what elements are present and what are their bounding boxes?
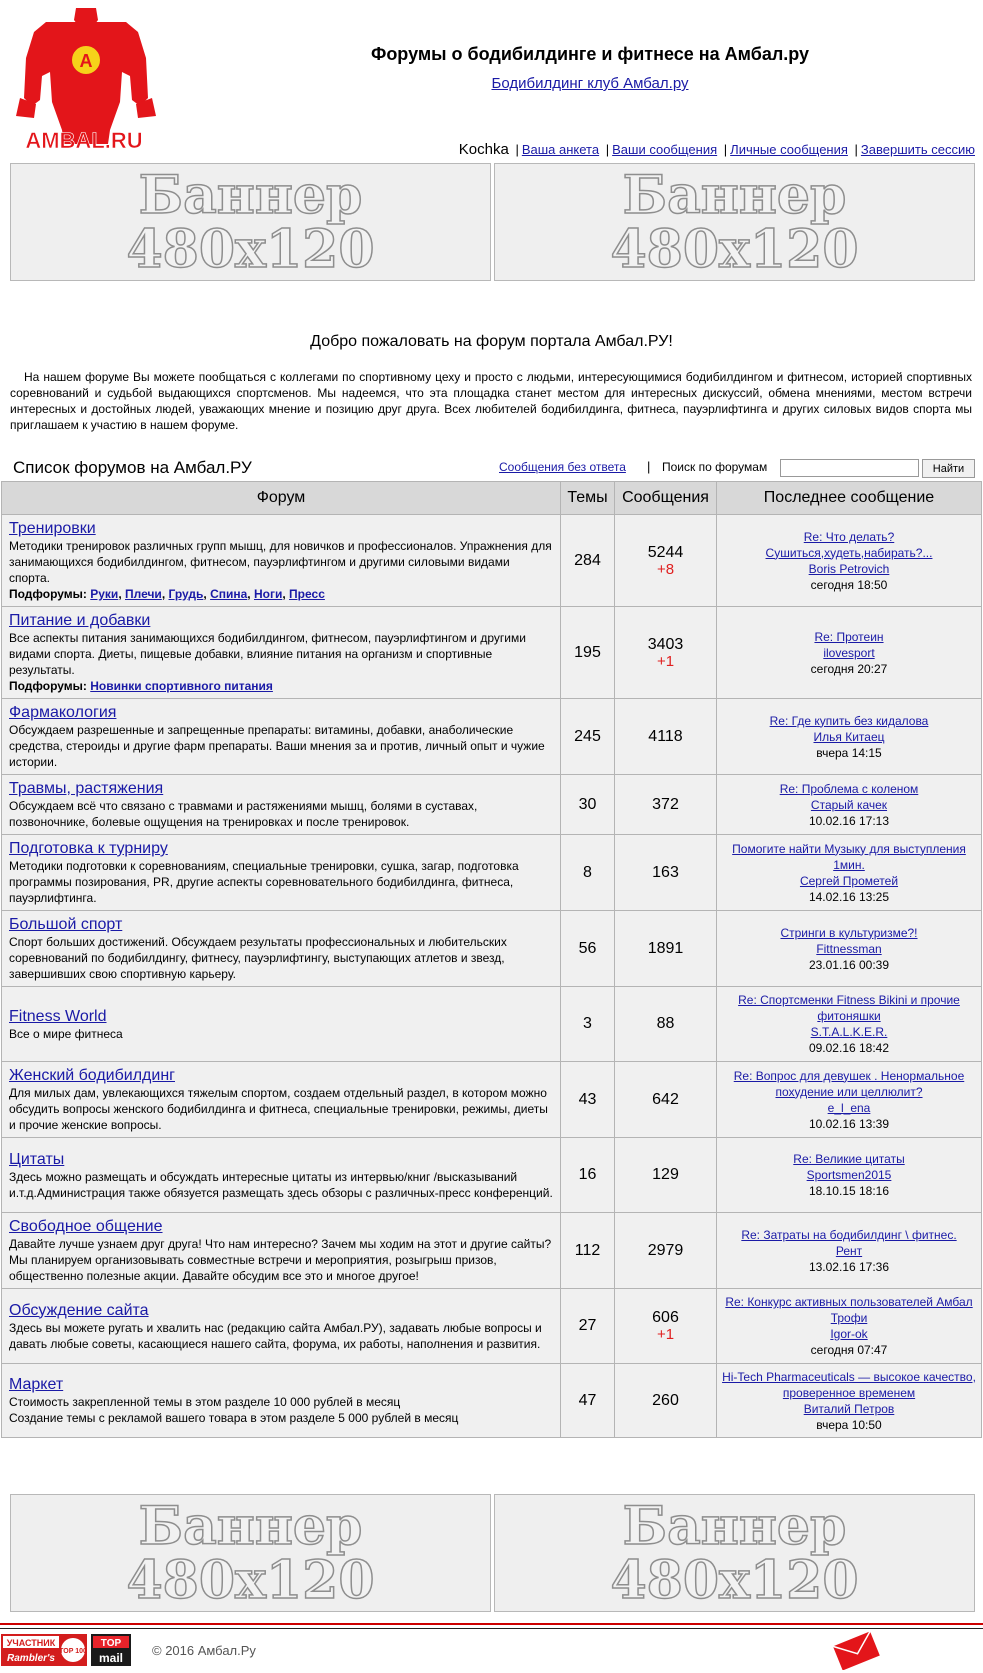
topics-count: 245 bbox=[561, 699, 615, 775]
posts-count: 163 bbox=[652, 863, 679, 881]
topmail-badge[interactable] bbox=[91, 1634, 131, 1666]
last-post-author[interactable]: Виталий Петров bbox=[803, 1401, 895, 1416]
forum-info-cell bbox=[2, 911, 561, 987]
unanswered-posts-link[interactable]: Сообщения без ответа bbox=[499, 460, 626, 474]
forum-search-input[interactable] bbox=[780, 459, 919, 477]
forum-link[interactable]: Обсуждение сайта bbox=[9, 1301, 149, 1319]
club-link[interactable]: Бодибилдинг клуб Амбал.ру bbox=[491, 75, 689, 92]
topics-count: 8 bbox=[561, 835, 615, 911]
posts-cell bbox=[615, 607, 717, 699]
forum-description: Обсуждаем разрешенные и запрещенные препараты: витамины, добавки, анаболические средства, стероиды и другие фарм препараты. Ваши мнения за и против, личный опыт и чужие истории. bbox=[9, 723, 545, 769]
nav-separator: | bbox=[605, 142, 610, 157]
forum-row bbox=[2, 1213, 982, 1289]
forum-info-cell bbox=[2, 1138, 561, 1213]
last-post-author[interactable]: Сергей Прометей bbox=[799, 873, 899, 888]
last-post-author[interactable]: Sportsmen2015 bbox=[806, 1168, 892, 1182]
welcome-title: Добро пожаловать на форум портала Амбал.РУ! bbox=[310, 333, 673, 350]
topics-count: 16 bbox=[561, 1138, 615, 1213]
last-post-author[interactable]: S.T.A.L.K.E.R. bbox=[810, 1025, 888, 1039]
posts-cell bbox=[615, 775, 717, 835]
last-post-link[interactable]: Re: Конкурс активных пользователей Амбал Трофи bbox=[725, 1295, 973, 1325]
last-post-cell bbox=[717, 835, 982, 911]
last-post-time: сегодня 18:50 bbox=[810, 577, 888, 592]
last-post-cell bbox=[717, 987, 982, 1062]
posts-count: 88 bbox=[656, 1015, 675, 1032]
topmail-bottom-label: mail bbox=[98, 1651, 124, 1665]
posts-cell bbox=[615, 911, 717, 987]
banner-text: Баннер bbox=[622, 1496, 847, 1557]
topics-count: 112 bbox=[561, 1213, 615, 1289]
column-header-topics: Темы bbox=[561, 482, 615, 515]
posts-cell bbox=[615, 835, 717, 911]
forum-description: Здесь вы можете ругать и хвалить нас (редакцию сайта Амбал.РУ), задавать любые вопросы и давать любые советы, касающиеся нашего сайта, форума, их работы, наполнения и развития. bbox=[9, 1320, 542, 1351]
banner-size: 480x120 bbox=[610, 1550, 859, 1611]
rambler-name: Rambler's bbox=[7, 1653, 55, 1664]
last-post-link[interactable]: Hi-Tech Pharmaceuticals — высокое качество, проверенное временем bbox=[722, 1369, 976, 1400]
forum-link[interactable]: Тренировки bbox=[9, 520, 96, 537]
last-post-link[interactable]: Re: Проблема с коленом bbox=[779, 781, 919, 796]
subforum-link[interactable]: Пресс bbox=[289, 587, 325, 601]
posts-count: 260 bbox=[652, 1391, 679, 1409]
forum-table bbox=[1, 481, 982, 1438]
forum-link[interactable]: Цитаты bbox=[9, 1150, 65, 1168]
last-post-time: вчера 10:50 bbox=[816, 1417, 882, 1432]
last-post-cell bbox=[717, 1062, 982, 1138]
last-post-time: 10.02.16 13:39 bbox=[808, 1116, 890, 1131]
forum-description: Методики тренировок различных групп мышц, для новичков и профессионалов. Упражнения для занимающихся бодибилдингом, фитнесом, пауэрлифтингом и другими силовыми видами спорта. bbox=[9, 539, 552, 585]
topics-count: 56 bbox=[561, 911, 615, 987]
last-post-cell bbox=[717, 911, 982, 987]
forum-link[interactable]: Травмы, растяжения bbox=[9, 780, 164, 797]
posts-cell bbox=[615, 699, 717, 775]
last-post-link[interactable]: Помогите найти Музыку для выступления 1мин. bbox=[732, 841, 966, 872]
forum-link[interactable]: Подготовка к турниру bbox=[9, 840, 168, 857]
user-navigation bbox=[459, 141, 975, 158]
forum-description: Спорт больших достижений. Обсуждаем результаты профессиональных и любительских соревнований по бодибилдингу, фитнесу, пауэрлифтингу, выступающих атлетов и звезд, завершивших свою спортивную карьеру. bbox=[9, 935, 507, 981]
new-posts-badge: +8 bbox=[656, 560, 675, 578]
forum-info-cell bbox=[2, 1062, 561, 1138]
posts-cell bbox=[615, 1289, 717, 1364]
last-post-link[interactable]: Re: Спортсменки Fitness Bikini и прочие фитоняшки bbox=[738, 993, 960, 1023]
subforum-link[interactable]: Плечи bbox=[125, 587, 162, 601]
posts-cell bbox=[615, 1364, 717, 1438]
last-post-cell bbox=[717, 607, 982, 699]
copyright: © 2016 Амбал.Ру bbox=[152, 1643, 256, 1658]
last-post-cell bbox=[717, 1289, 982, 1364]
posts-count: 3403 bbox=[647, 635, 684, 653]
forum-description: Здесь можно размещать и обсуждать интересные цитаты из интервью/книг /высказываний и.т.д.Администрация также обязуется размещать здесь обзоры с различных-пресс конференций. bbox=[9, 1169, 553, 1200]
last-post-cell bbox=[717, 775, 982, 835]
topics-count: 47 bbox=[561, 1364, 615, 1438]
topics-count: 195 bbox=[561, 607, 615, 699]
banner-top-right[interactable] bbox=[494, 163, 975, 281]
subforum-link[interactable]: Руки bbox=[90, 587, 119, 601]
subforum-separator: , bbox=[282, 587, 286, 601]
forum-row bbox=[2, 987, 982, 1062]
column-header-posts: Сообщения bbox=[615, 482, 717, 515]
posts-count: 129 bbox=[652, 1166, 679, 1183]
posts-count: 606 bbox=[652, 1309, 679, 1326]
rambler-top100-label: TOP 100 bbox=[59, 1648, 87, 1655]
last-post-link[interactable]: Re: Протеин bbox=[814, 629, 884, 644]
last-post-author[interactable]: ilovesport bbox=[823, 645, 875, 660]
subforums bbox=[9, 678, 553, 694]
last-post-time: 23.01.16 00:39 bbox=[808, 957, 890, 972]
site-title: Форумы о бодибилдинге и фитнесе на Амбал.ру bbox=[370, 44, 810, 64]
posts-cell bbox=[615, 987, 717, 1062]
last-post-cell bbox=[717, 515, 982, 607]
forum-info-cell bbox=[2, 1213, 561, 1289]
last-post-author[interactable]: e_l_ena bbox=[827, 1100, 871, 1115]
forum-row bbox=[2, 1138, 982, 1213]
rambler-top-label: УЧАСТНИК bbox=[6, 1638, 56, 1648]
forum-row bbox=[2, 1364, 982, 1438]
posts-count: 1891 bbox=[647, 939, 684, 957]
last-post-link[interactable]: Re: Великие цитаты bbox=[793, 1152, 905, 1166]
last-post-time: 10.02.16 17:13 bbox=[808, 813, 890, 828]
last-post-time: вчера 14:15 bbox=[816, 745, 882, 760]
subforum-separator: , bbox=[247, 587, 251, 601]
forum-link[interactable]: Женский бодибилдинг bbox=[9, 1067, 175, 1084]
posts-cell bbox=[615, 1138, 717, 1213]
last-post-time: 13.02.16 17:36 bbox=[808, 1259, 890, 1274]
search-separator: | bbox=[647, 459, 651, 474]
last-post-time: 18.10.15 18:16 bbox=[808, 1184, 890, 1198]
column-header-forum: Форум bbox=[2, 482, 561, 515]
posts-count: 2979 bbox=[647, 1241, 684, 1259]
last-post-cell bbox=[717, 1213, 982, 1289]
new-posts-badge: +1 bbox=[656, 1326, 675, 1343]
column-header-last-post: Последнее сообщение bbox=[717, 482, 982, 515]
forum-info-cell bbox=[2, 1289, 561, 1364]
forum-link[interactable]: Большой спорт bbox=[9, 916, 123, 933]
subforums bbox=[9, 586, 553, 602]
forum-row bbox=[2, 1289, 982, 1364]
topics-count: 30 bbox=[561, 775, 615, 835]
forum-description: Все о мире фитнеса bbox=[9, 1026, 123, 1041]
nav-separator: | bbox=[723, 142, 728, 157]
posts-cell bbox=[615, 1213, 717, 1289]
last-post-time: 14.02.16 13:25 bbox=[808, 889, 890, 904]
forum-info-cell bbox=[2, 775, 561, 835]
logo-badge-letter: A bbox=[79, 51, 93, 71]
subforum-link[interactable]: Ноги bbox=[253, 587, 283, 601]
forum-description: Обсуждаем всё что связано с травмами и растяжениями мышц, болями в суставах, позвоночнике, болевые ощущения на тренировках и после тренировок. bbox=[9, 799, 478, 829]
subforums-label: Подфорумы: bbox=[9, 679, 87, 693]
forum-link[interactable]: Свободное общение bbox=[9, 1218, 163, 1235]
last-post-author[interactable]: Fittnessman bbox=[816, 941, 882, 956]
banner-bottom-right[interactable] bbox=[494, 1494, 975, 1612]
last-post-author[interactable]: Илья Китаец bbox=[813, 729, 885, 744]
forum-description: Методики подготовки к соревнованиям, специальные тренировки, сушка, загар, подготовка программы позирования, PR, другие аспекты соревновательного бодибилдинга, фитнеса, пауэрлифтинга. bbox=[9, 859, 519, 905]
forum-row bbox=[2, 515, 982, 607]
private-messages-link[interactable]: Личные сообщения bbox=[730, 142, 848, 157]
forum-info-cell bbox=[2, 987, 561, 1062]
topics-count: 284 bbox=[561, 515, 615, 607]
forum-row bbox=[2, 775, 982, 835]
forum-description: Все аспекты питания занимающихся бодибилдингом, фитнесом, пауэрлифтингом и другими видами спорта. Диеты, пищевые добавки, влияние питания на организм и спортивные результаты. bbox=[9, 631, 526, 677]
new-posts-badge: +1 bbox=[656, 652, 675, 670]
forum-row bbox=[2, 699, 982, 775]
forum-link[interactable]: Питание и добавки bbox=[9, 612, 151, 629]
last-post-time: сегодня 20:27 bbox=[810, 661, 888, 676]
ambal-logo[interactable] bbox=[6, 6, 161, 158]
last-post-author[interactable]: Рент bbox=[835, 1243, 863, 1258]
banner-bottom-left[interactable] bbox=[10, 1494, 491, 1612]
forum-info-cell bbox=[2, 699, 561, 775]
forum-description-line: Создание темы с рекламой вашего товара в этом разделе 5 000 рублей в месяц bbox=[9, 1411, 459, 1425]
forum-info-cell bbox=[2, 835, 561, 911]
posts-count: 4118 bbox=[648, 727, 683, 745]
last-post-cell bbox=[717, 1138, 982, 1213]
subforum-link[interactable]: Новинки спортивного питания bbox=[90, 679, 273, 693]
forum-info-cell bbox=[2, 515, 561, 607]
subforum-separator: , bbox=[161, 587, 166, 601]
nav-separator: | bbox=[515, 142, 519, 157]
last-post-link[interactable]: Re: Где купить без кидалова bbox=[769, 713, 929, 728]
last-post-link[interactable]: Стринги в культуризме?! bbox=[780, 925, 918, 940]
last-post-time: 09.02.16 18:42 bbox=[808, 1041, 890, 1055]
table-header-row bbox=[2, 482, 982, 515]
banner-size: 480x120 bbox=[126, 1550, 375, 1611]
forum-link[interactable]: Fitness World bbox=[9, 1007, 107, 1025]
forum-rows bbox=[2, 515, 982, 1438]
forum-description: Давайте лучше узнаем друг друга! Что нам интересно? Зачем мы ходим на этот и другие сайты? Мы планируем организовывать совместные встречи и мероприятия, розыгрыш призов, общественно полезные акции. Давайте обсудим все это и многое другое! bbox=[9, 1237, 552, 1283]
subforums-label: Подфорумы: bbox=[9, 587, 87, 601]
rambler-top100-badge[interactable] bbox=[1, 1634, 87, 1666]
welcome-text: На нашем форуме Вы можете пообщаться с коллегами по спортивному цеху и просто с людьми, интересующимися бодибилдингом и фитнесом, историей спортивных соревнований и судьбой выдающихся спортсменов. Мы надеемся, что эта площадка станет местом для интересных дискуссий, обмена мнениями, местом встречи интересных и достойных людей, уважающих мнение и позицию друг друга. Всех любителей бодибилдинга, фитнеса, пауэрлифтинга и других силовых видов спорта мы приглашаем к участию в нашем форуме. bbox=[10, 370, 972, 432]
topics-count: 27 bbox=[561, 1289, 615, 1364]
last-post-cell bbox=[717, 699, 982, 775]
forum-description: Для милых дам, увлекающихся тяжелым спортом, создаем отдельный раздел, в котором можно обсудить вопросы женского бодибилдинга и фитнеса, специальные тренировки, режимы, диеты и прочие женские вопросы. bbox=[9, 1086, 548, 1132]
banner-text: Баннер bbox=[138, 165, 363, 226]
posts-cell bbox=[615, 515, 717, 607]
logo-text: AMBAL.RU bbox=[25, 128, 143, 153]
banner-top-left[interactable] bbox=[10, 163, 491, 281]
last-post-cell bbox=[717, 1364, 982, 1438]
subforum-separator: , bbox=[203, 587, 207, 601]
username: Kochka bbox=[458, 141, 509, 158]
last-post-author[interactable]: Boris Petrovich bbox=[808, 561, 890, 576]
forum-description-line: Стоимость закрепленной темы в этом разделе 10 000 рублей в месяц bbox=[9, 1395, 401, 1409]
forum-list-title: Список форумов на Амбал.РУ bbox=[13, 458, 252, 477]
last-post-author[interactable]: Igor-ok bbox=[830, 1327, 868, 1341]
forum-info-cell bbox=[2, 607, 561, 699]
footer-divider bbox=[0, 1623, 983, 1625]
forum-row bbox=[2, 911, 982, 987]
footer-divider bbox=[0, 1628, 983, 1629]
subforum-separator: , bbox=[118, 587, 122, 601]
posts-count: 5244 bbox=[647, 543, 684, 561]
last-post-link[interactable]: Re: Вопрос для девушек . Ненормальное похудение или целлюлит? bbox=[733, 1068, 965, 1099]
forum-row bbox=[2, 835, 982, 911]
last-post-link[interactable]: Re: Затраты на бодибилдинг \ фитнес. bbox=[741, 1227, 957, 1242]
posts-cell bbox=[615, 1062, 717, 1138]
last-post-author[interactable]: Старый качек bbox=[810, 797, 888, 812]
search-label: Поиск по форумам bbox=[662, 460, 768, 474]
subforum-link[interactable]: Спина bbox=[210, 587, 248, 601]
subforum-link[interactable]: Грудь bbox=[168, 587, 204, 601]
banner-text: Баннер bbox=[622, 165, 847, 226]
profile-link[interactable]: Ваша анкета bbox=[521, 142, 600, 157]
posts-count: 372 bbox=[652, 795, 679, 813]
last-post-link[interactable]: Re: Что делать? Сушиться,худеть,набирать?... bbox=[765, 529, 933, 560]
my-posts-link[interactable]: Ваши сообщения bbox=[612, 142, 718, 157]
topics-count: 3 bbox=[561, 987, 615, 1062]
forum-link[interactable]: Маркет bbox=[9, 1376, 64, 1393]
topics-count: 43 bbox=[561, 1062, 615, 1138]
posts-count: 642 bbox=[652, 1090, 679, 1108]
topmail-top-label: TOP bbox=[100, 1638, 122, 1649]
forum-row bbox=[2, 1062, 982, 1138]
envelope-icon[interactable] bbox=[830, 1630, 882, 1670]
forum-description bbox=[9, 1394, 553, 1426]
forum-link[interactable]: Фармакология bbox=[9, 704, 117, 721]
last-post-time: сегодня 07:47 bbox=[810, 1343, 888, 1357]
forum-info-cell bbox=[2, 1364, 561, 1438]
banner-size: 480x120 bbox=[610, 219, 859, 280]
nav-separator: | bbox=[854, 142, 858, 157]
banner-size: 480x120 bbox=[126, 219, 375, 280]
banner-text: Баннер bbox=[138, 1496, 363, 1557]
search-button[interactable]: Найти bbox=[922, 459, 975, 478]
logout-link[interactable]: Завершить сессию bbox=[860, 142, 975, 157]
forum-row bbox=[2, 607, 982, 699]
